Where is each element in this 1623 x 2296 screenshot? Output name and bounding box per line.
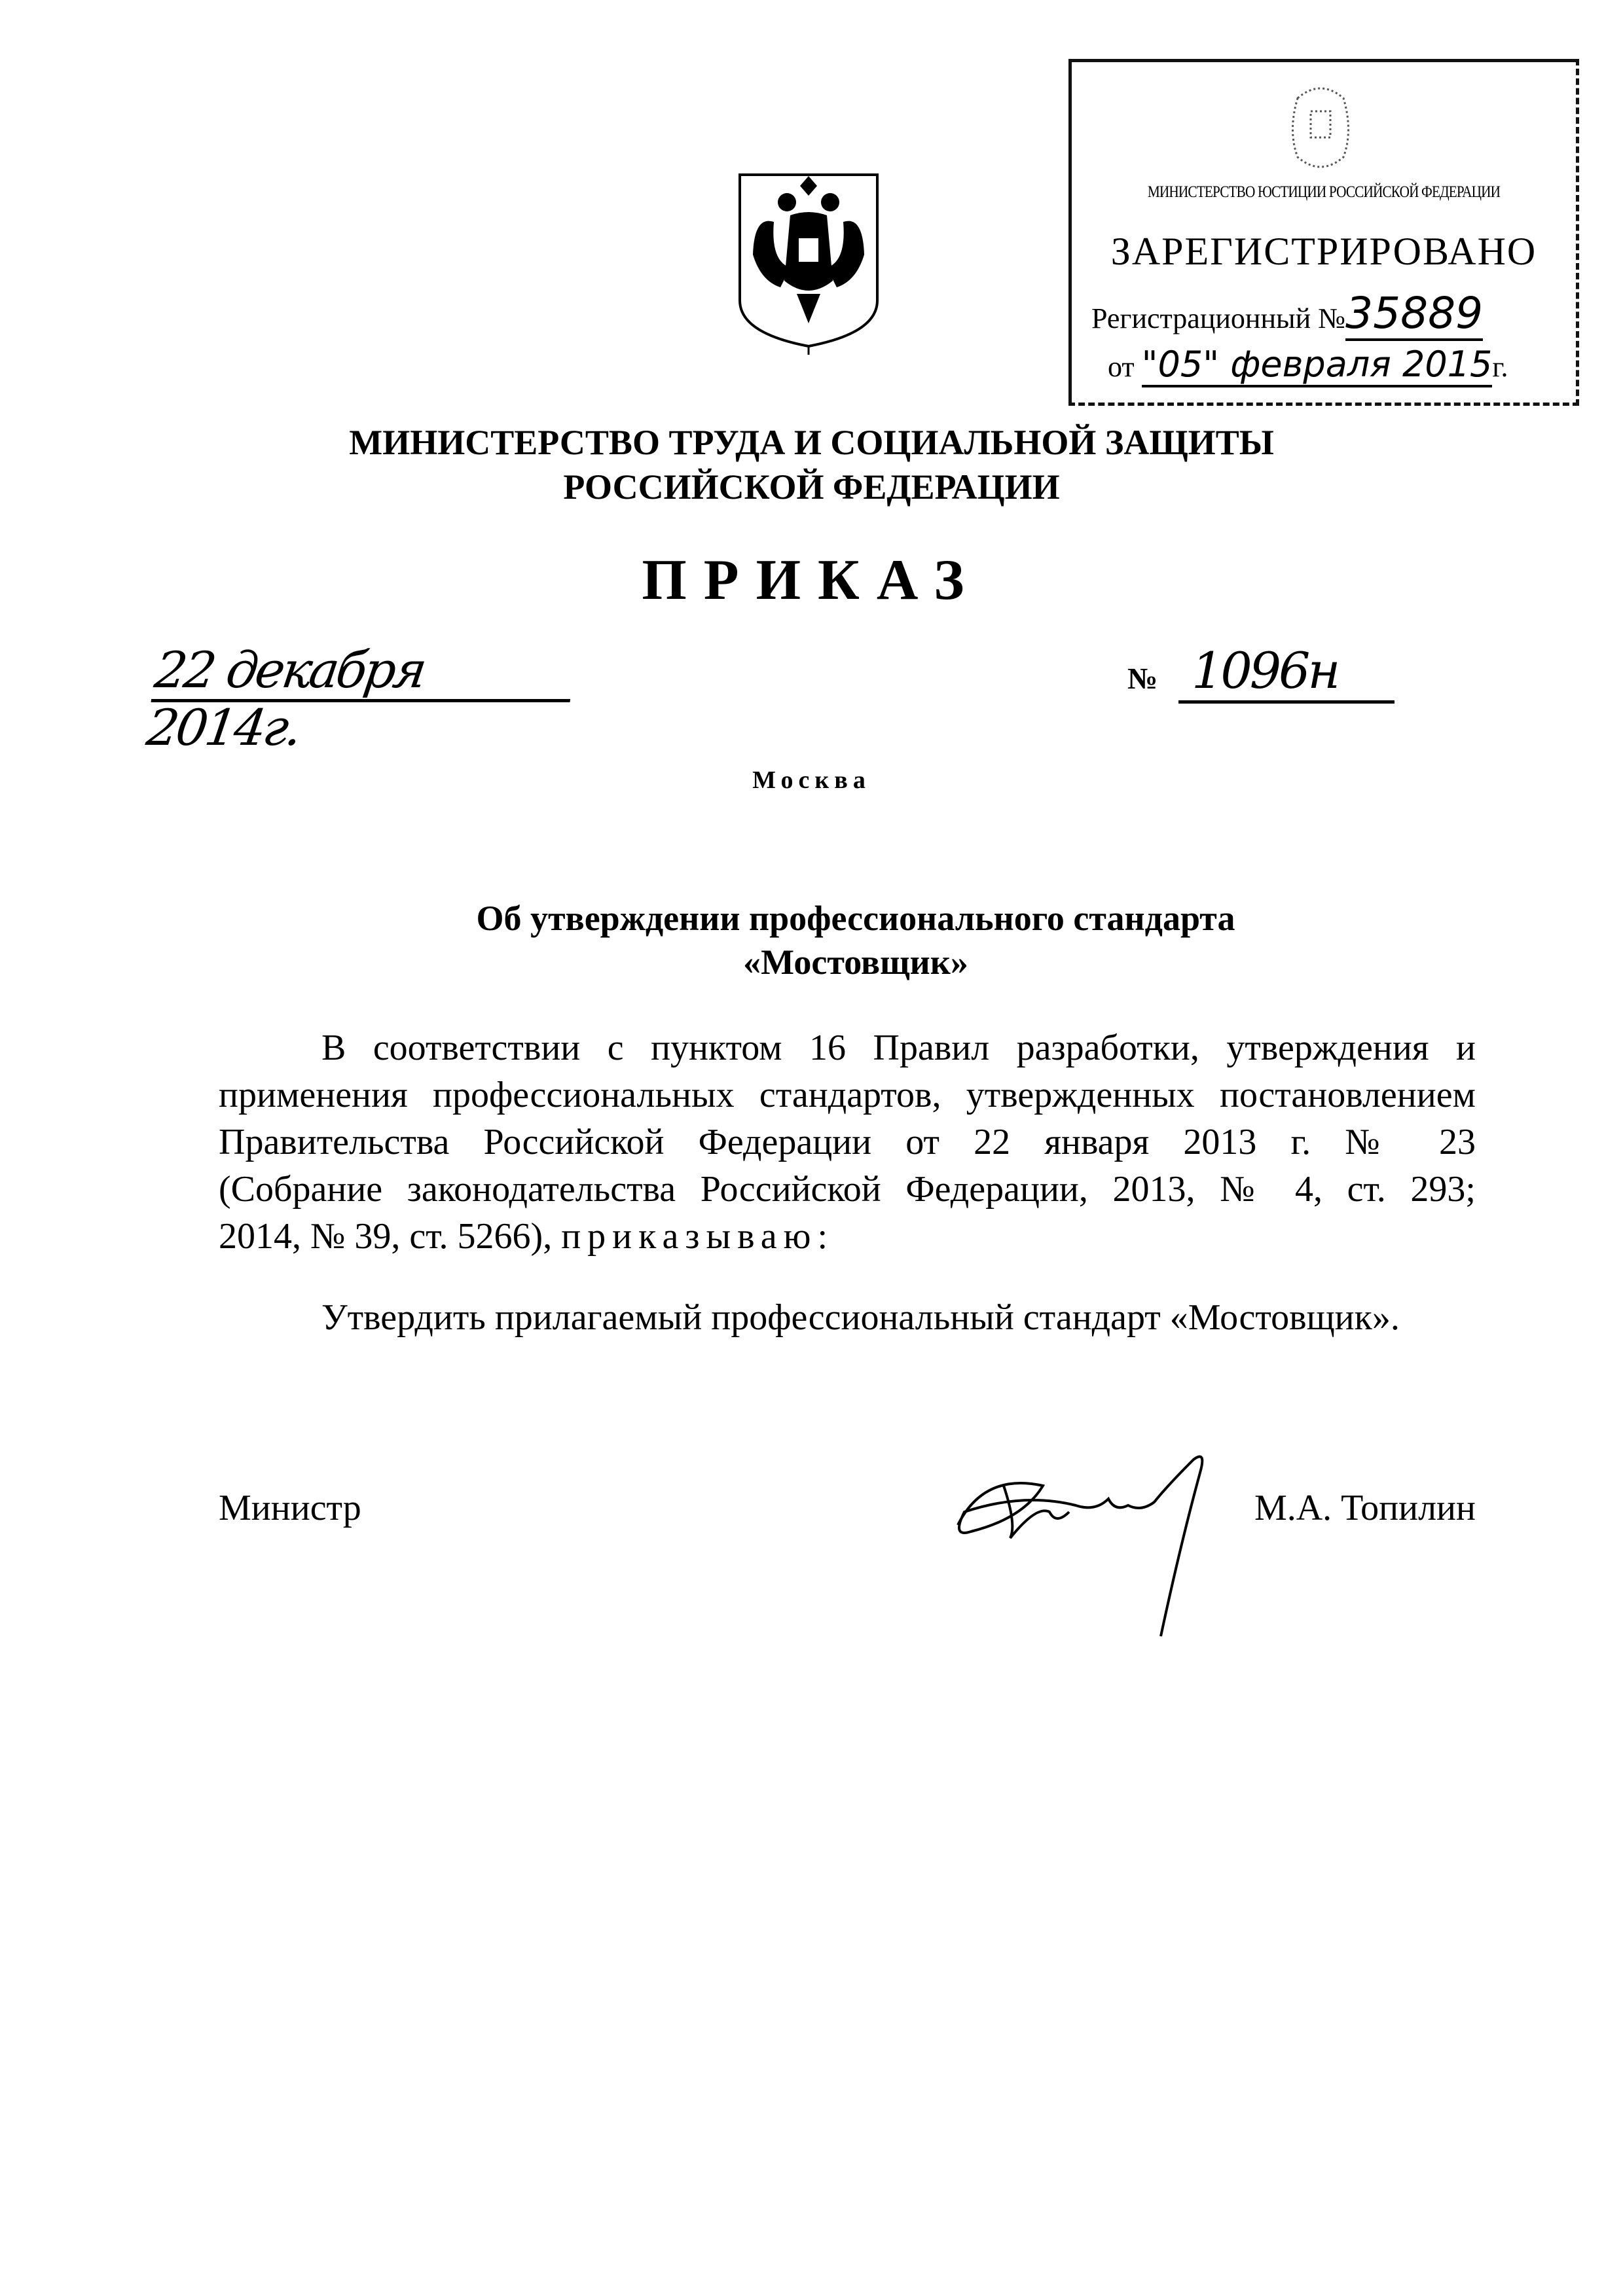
stamp-date-value: "05" февраля 2015 (1142, 344, 1493, 387)
stamp-date-prefix: от (1108, 351, 1135, 383)
org-name (0, 420, 1623, 509)
order-title (0, 897, 1623, 984)
org-line-1: МИНИСТЕРСТВО ТРУДА И СОЦИАЛЬНОЙ ЗАЩИТЫ (349, 423, 1274, 462)
para-line: В соответствии с пунктом 16 Правил разработки, утверждения и (321, 1028, 1476, 1068)
city: Москва (752, 766, 871, 794)
para-line: применения профессиональных стандартов, утвержденных постановлением (219, 1075, 1476, 1115)
stamp-reg-line (1091, 288, 1483, 338)
number-label: № (1127, 662, 1158, 695)
para-line: Правительства Российской Федерации от 22 января 2013 г. № 23 (219, 1122, 1476, 1162)
order-number: 1096н (1178, 641, 1395, 704)
handwritten-signature (945, 1446, 1233, 1643)
registration-stamp (1068, 59, 1579, 406)
coat-of-arms-emblem (735, 170, 883, 356)
stamp-reg-label: Регистрационный № (1091, 302, 1346, 334)
para-line: (Собрание законодательства Российской Федерации, 2013, № 4, ст. 293; (219, 1169, 1476, 1210)
stamp-emblem-icon (1271, 79, 1370, 177)
signer-name: М.А. Топилин (1254, 1488, 1476, 1528)
doc-type: ПРИКАЗ (642, 548, 981, 612)
stamp-reg-number: 35889 (1345, 288, 1483, 341)
para-last-start: 2014, № 39, ст. 5266), (219, 1216, 553, 1257)
stamp-org: МИНИСТЕРСТВО ЮСТИЦИИ РОССИЙСКОЙ ФЕДЕРАЦИИ (1147, 183, 1501, 201)
signer-position: Министр (219, 1488, 361, 1528)
order-date: 22 декабря 2014г. (151, 641, 578, 702)
body-paragraph-1 (219, 1024, 1476, 1260)
body-paragraph-2: Утвердить прилагаемый профессиональный стандарт «Мостовщик». (321, 1297, 1400, 1338)
title-line-2: «Мостовщик» (743, 942, 968, 982)
org-line-2: РОССИЙСКОЙ ФЕДЕРАЦИИ (563, 467, 1060, 507)
para-line (219, 1213, 1476, 1260)
stamp-date-line (1108, 344, 1508, 385)
stamp-date-suffix: г. (1492, 351, 1508, 383)
order-word: приказываю: (561, 1216, 835, 1257)
stamp-status: ЗАРЕГИСТРИРОВАНО (1110, 230, 1537, 273)
title-line-1: Об утверждении профессионального стандарта (476, 899, 1235, 938)
